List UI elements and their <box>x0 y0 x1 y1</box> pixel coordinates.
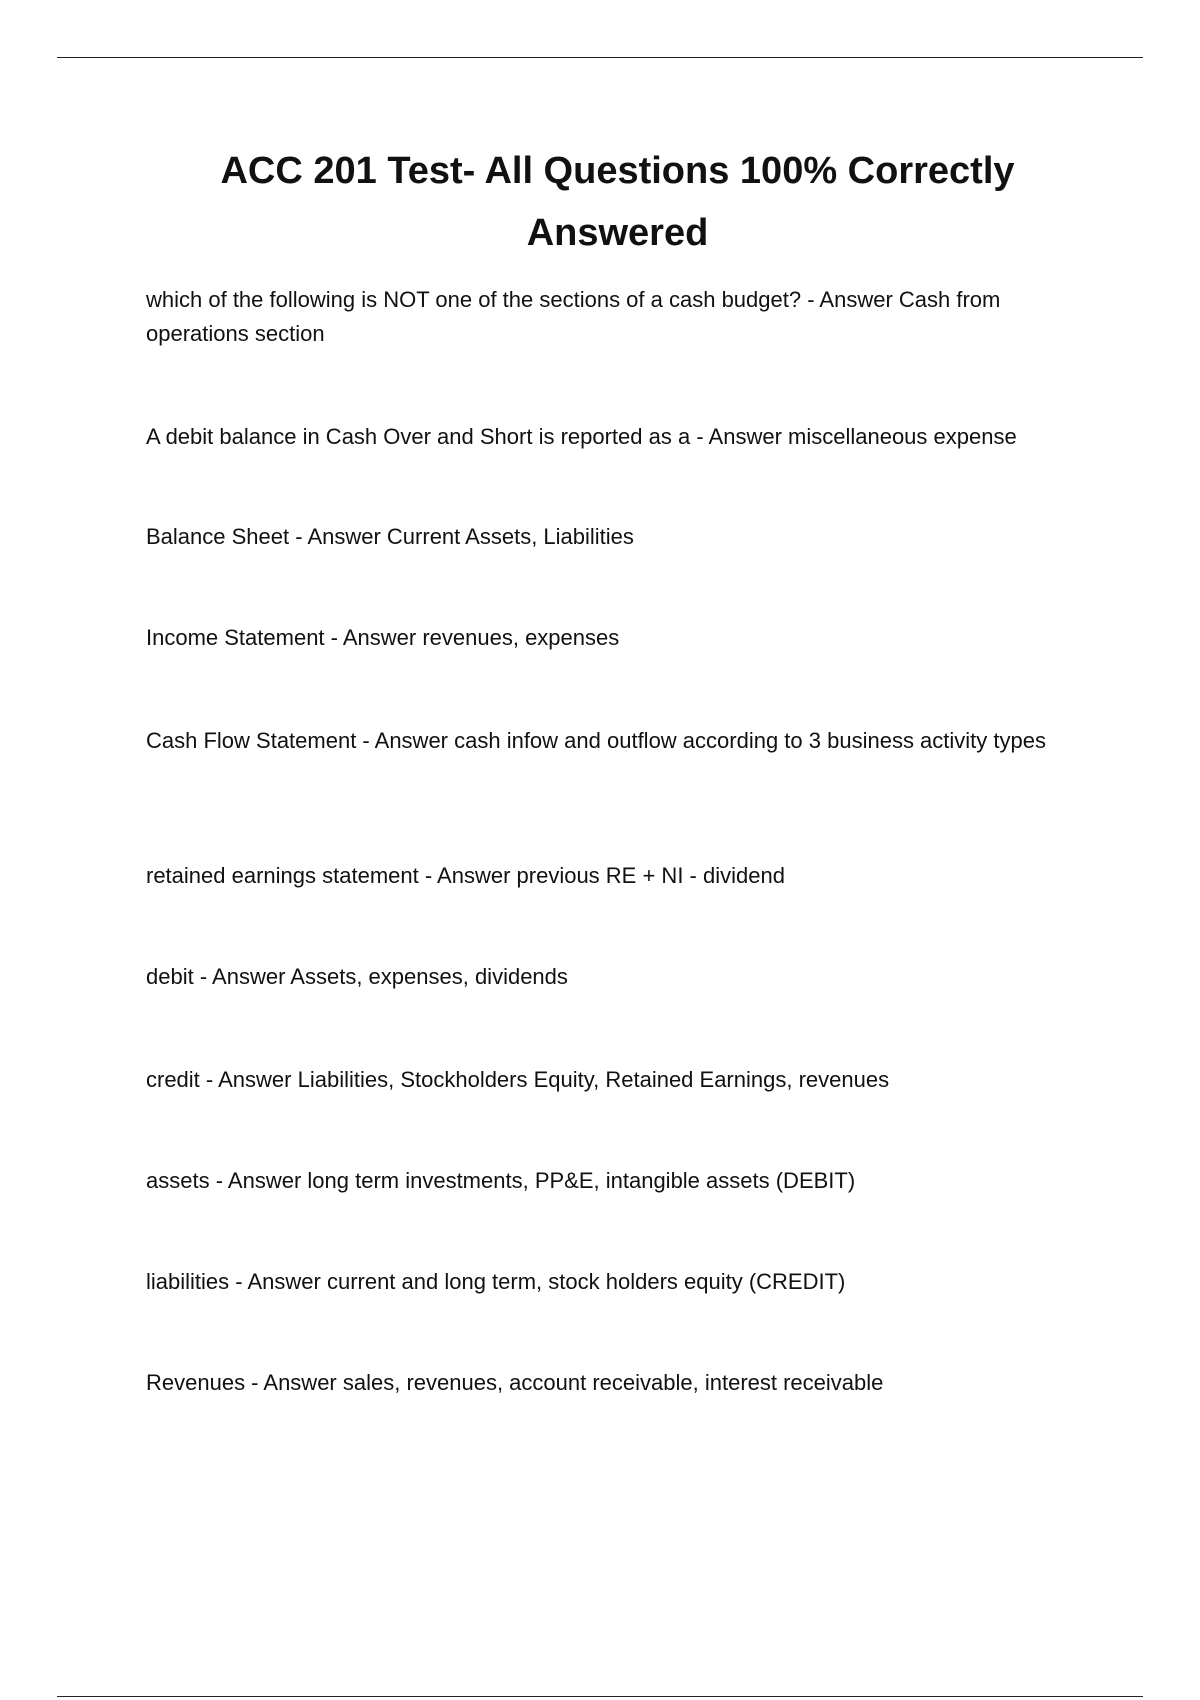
qa-item: Balance Sheet - Answer Current Assets, Liabilities <box>146 524 634 549</box>
qa-item: Income Statement - Answer revenues, expenses <box>146 625 620 650</box>
top-divider <box>57 57 1143 58</box>
qa-item: debit - Answer Assets, expenses, dividends <box>146 964 568 989</box>
qa-item: Revenues - Answer sales, revenues, account receivable, interest receivable <box>146 1370 884 1395</box>
qa-item: which of the following is NOT one of the sections of a cash budget? - Answer Cash from operations section <box>146 287 1001 346</box>
qa-item: assets - Answer long term investments, PP&E, intangible assets (DEBIT) <box>146 1168 856 1193</box>
page-title: ACC 201 Test- All Questions 100% Correctly Answered <box>220 150 1015 254</box>
qa-item: Cash Flow Statement - Answer cash infow and outflow according to 3 business activity types <box>146 728 1046 753</box>
bottom-divider <box>57 1696 1143 1697</box>
qa-item: credit - Answer Liabilities, Stockholders Equity, Retained Earnings, revenues <box>146 1067 890 1092</box>
qa-item: retained earnings statement - Answer previous RE + NI - dividend <box>146 863 785 888</box>
qa-item: liabilities - Answer current and long term, stock holders equity (CREDIT) <box>146 1269 846 1294</box>
qa-item: A debit balance in Cash Over and Short is reported as a - Answer miscellaneous expense <box>146 424 1017 449</box>
